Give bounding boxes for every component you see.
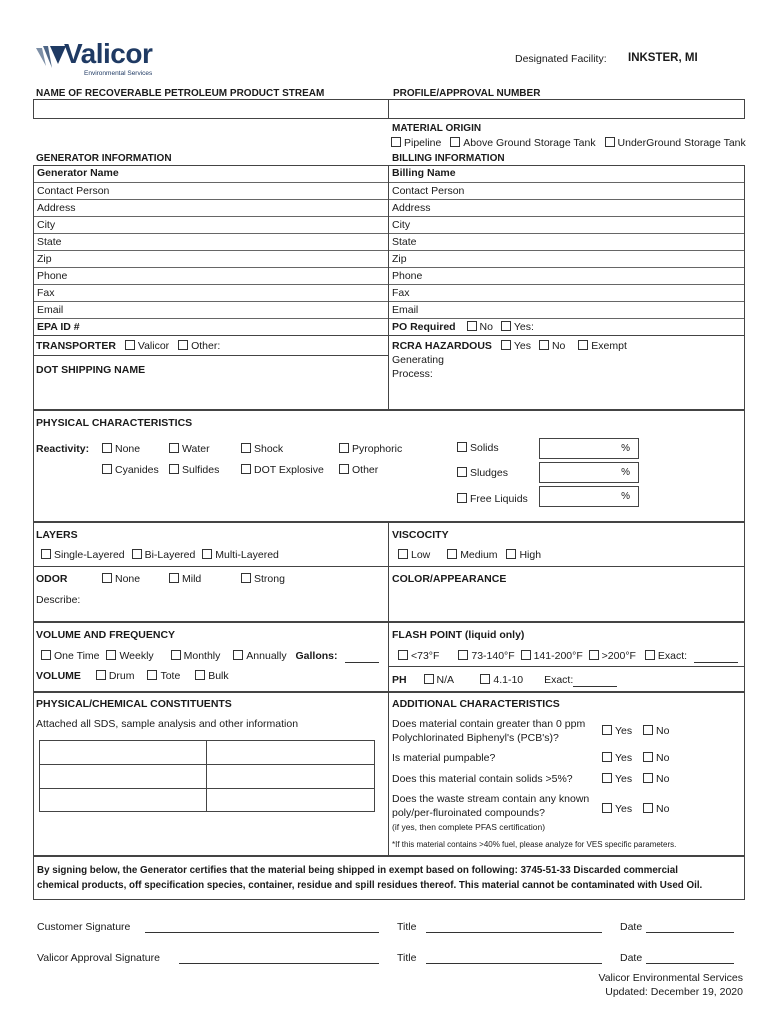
odor-mild-checkbox[interactable]: Mild [169, 573, 201, 585]
single-layered-checkbox[interactable]: Single-Layered [41, 549, 125, 561]
billing-name-field[interactable]: Billing Name [392, 167, 456, 179]
container-row: VOLUME Drum Tote Bulk [36, 670, 229, 682]
dot-shipping-field[interactable] [34, 376, 387, 408]
reactivity-water-checkbox[interactable]: Water [169, 443, 210, 455]
billing-contact-field[interactable]: Contact Person [389, 182, 744, 199]
flash-73-140-checkbox[interactable]: 73-140°F [458, 650, 514, 662]
customer-title-label: Title [397, 921, 417, 933]
additional-characteristics-title: ADDITIONAL CHARACTERISTICS [392, 698, 560, 710]
generator-rows [34, 165, 388, 335]
approval-date-field[interactable] [646, 963, 734, 964]
rcra-row: RCRA HAZARDOUS Yes No Exempt [392, 340, 627, 352]
freq-weekly-checkbox[interactable]: Weekly [106, 650, 153, 662]
constituent-cell[interactable] [207, 741, 374, 763]
bi-layered-checkbox[interactable]: Bi-Layered [132, 549, 196, 561]
constituent-cell[interactable] [40, 741, 205, 763]
customer-signature-label: Customer Signature [37, 921, 131, 933]
constituent-cell[interactable] [207, 765, 374, 787]
pcb-yes-checkbox[interactable]: Yes [602, 725, 632, 737]
billing-zip-field[interactable]: Zip [389, 250, 744, 267]
certification-line1: By signing below, the Generator certifies that the material being shipped in exempt based on following: 3745-51-33 Discarded commercial [37, 865, 678, 876]
generator-email-field[interactable]: Email [34, 301, 388, 318]
origin-above-ground-checkbox[interactable]: Above Ground Storage Tank [450, 137, 595, 149]
rcra-no-checkbox[interactable]: No [539, 340, 565, 352]
generator-info-title: GENERATOR INFORMATION [36, 153, 172, 164]
ph-row: PH N/A 4.1-10 Exact: [392, 674, 574, 686]
footer-updated: Updated: December 19, 2020 [605, 986, 743, 998]
generator-state-field[interactable]: State [34, 233, 388, 250]
viscosity-high-checkbox[interactable]: High [506, 549, 541, 561]
reactivity-other-checkbox[interactable]: Other [339, 464, 378, 476]
generator-fax-field[interactable]: Fax [34, 284, 388, 301]
pfas-note: (if yes, then complete PFAS certification) [392, 822, 546, 832]
pfas-question-line2: poly/per-fluroinated compounds? [392, 807, 545, 819]
approval-title-label: Title [397, 952, 417, 964]
billing-address-field[interactable]: Address [389, 199, 744, 216]
ph-range-checkbox[interactable]: 4.1-10 [480, 674, 523, 686]
generator-name-field[interactable]: Generator Name [37, 167, 119, 179]
viscosity-low-checkbox[interactable]: Low [398, 549, 430, 561]
constituent-cell[interactable] [40, 789, 205, 811]
flash-141-200-checkbox[interactable]: 141-200°F [521, 650, 583, 662]
viscosity-options [398, 549, 541, 561]
volume-frequency-title: VOLUME AND FREQUENCY [36, 629, 176, 641]
generator-city-field[interactable]: City [34, 216, 388, 233]
solids-checkbox[interactable]: Solids [457, 442, 499, 454]
multi-layered-checkbox[interactable]: Multi-Layered [202, 549, 279, 561]
solids-no-checkbox[interactable]: No [643, 773, 669, 785]
certification-box [33, 856, 745, 900]
sludges-percent-field[interactable]: % [539, 462, 639, 483]
generator-address-field[interactable]: Address [34, 199, 388, 216]
generator-phone-field[interactable]: Phone [34, 267, 388, 284]
fuel-footnote: *If this material contains >40% fuel, please analyze for VES specific parameters. [392, 840, 677, 849]
billing-city-field[interactable]: City [389, 216, 744, 233]
freq-one-time-checkbox[interactable]: One Time [41, 650, 100, 662]
footer-company: Valicor Environmental Services [598, 972, 743, 984]
profile-number-field[interactable] [389, 100, 744, 118]
certification-line2: chemical products, off specification species, container, residue and spill residues thereof. This material cannot be contaminated with Used Oil. [37, 880, 703, 891]
facility-value: INKSTER, MI [628, 52, 698, 64]
material-origin-label: MATERIAL ORIGIN [392, 123, 482, 134]
flash-gt200-checkbox[interactable]: >200°F [589, 650, 636, 662]
constituent-cell[interactable] [207, 789, 374, 811]
profile-number-label: PROFILE/APPROVAL NUMBER [393, 88, 541, 99]
reactivity-sulfides-checkbox[interactable]: Sulfides [169, 464, 219, 476]
approval-signature-field[interactable] [179, 963, 379, 964]
container-tote-checkbox[interactable]: Tote [147, 670, 180, 682]
pcb-no-checkbox[interactable]: No [643, 725, 669, 737]
solids-question: Does this material contain solids >5%? [392, 773, 573, 785]
pcb-question-line1: Does material contain greater than 0 ppm [392, 718, 586, 730]
freq-annually-checkbox[interactable]: Annually [233, 650, 286, 662]
container-bulk-checkbox[interactable]: Bulk [195, 670, 228, 682]
solids-yes-checkbox[interactable]: Yes [602, 773, 632, 785]
rcra-yes-checkbox[interactable]: Yes [501, 340, 531, 352]
reactivity-dot-explosive-checkbox[interactable]: DOT Explosive [241, 464, 324, 476]
generating-process-field[interactable] [440, 365, 740, 405]
reactivity-pyrophoric-checkbox[interactable]: Pyrophoric [339, 443, 402, 455]
flash-exact-checkbox[interactable]: Exact: [645, 650, 687, 662]
transporter-row: TRANSPORTER Valicor Other: [36, 340, 221, 352]
constituents-note: Attached all SDS, sample analysis and other information [36, 718, 299, 730]
stream-name-label: NAME OF RECOVERABLE PETROLEUM PRODUCT STREAM [36, 88, 325, 99]
constituent-cell[interactable] [40, 765, 205, 787]
free-liquids-checkbox[interactable]: Free Liquids [457, 493, 528, 505]
billing-fax-field[interactable]: Fax [389, 284, 744, 301]
facility-label: Designated Facility: [515, 53, 607, 65]
customer-title-field[interactable] [426, 932, 602, 933]
pcb-question-line2: Polychlorinated Biphenyl's (PCB's)? [392, 732, 559, 744]
material-origin-options [391, 137, 746, 149]
brand-name: Valicor [64, 38, 153, 69]
viscosity-title: VISCOCITY [392, 529, 449, 541]
color-appearance-field[interactable] [392, 588, 740, 618]
reactivity-cyanides-checkbox[interactable]: Cyanides [102, 464, 159, 476]
odor-describe-field[interactable] [90, 590, 380, 614]
customer-signature-field[interactable] [145, 932, 379, 933]
odor-none-checkbox[interactable]: None [102, 573, 140, 585]
billing-state-field[interactable]: State [389, 233, 744, 250]
odor-describe-label: Describe: [36, 594, 81, 606]
color-appearance-title: COLOR/APPEARANCE [392, 573, 507, 585]
solids-percent-field[interactable]: % [539, 438, 639, 459]
layers-options [41, 549, 279, 561]
constituents-title: PHYSICAL/CHEMICAL CONSTITUENTS [36, 698, 232, 710]
ph-exact-field[interactable] [573, 686, 617, 687]
customer-date-label: Date [620, 921, 643, 933]
pumpable-question: Is material pumpable? [392, 752, 496, 764]
pfas-yes-checkbox[interactable]: Yes [602, 803, 632, 815]
po-yes-checkbox[interactable]: Yes: [501, 321, 534, 333]
odor-title: ODOR [36, 573, 68, 585]
po-no-checkbox[interactable]: No [467, 321, 493, 333]
customer-date-field[interactable] [646, 932, 734, 933]
generator-epa-id-field[interactable]: EPA ID # [34, 318, 388, 335]
flash-point-options [398, 650, 687, 662]
reactivity-none-checkbox[interactable]: None [102, 443, 140, 455]
sludges-checkbox[interactable]: Sludges [457, 467, 508, 479]
reactivity-shock-checkbox[interactable]: Shock [241, 443, 283, 455]
origin-pipeline-checkbox[interactable]: Pipeline [391, 137, 441, 149]
gallons-label: Gallons: [295, 650, 338, 662]
billing-info-title: BILLING INFORMATION [392, 153, 505, 164]
stream-name-field[interactable] [34, 100, 387, 118]
origin-underground-checkbox[interactable]: UnderGround Storage Tank [605, 137, 746, 149]
brand-subtitle: Environmental Services [84, 70, 153, 77]
pumpable-no-checkbox[interactable]: No [643, 752, 669, 764]
generator-contact-field[interactable]: Contact Person [34, 182, 388, 199]
logo [34, 40, 174, 80]
viscosity-medium-checkbox[interactable]: Medium [447, 549, 497, 561]
flash-point-title: FLASH POINT (liquid only) [392, 629, 525, 641]
ph-exact-label: Exact: [544, 674, 574, 686]
generator-zip-field[interactable]: Zip [34, 250, 388, 267]
pfas-no-checkbox[interactable]: No [643, 803, 669, 815]
layers-title: LAYERS [36, 529, 78, 541]
reactivity-label: Reactivity: [36, 443, 90, 455]
po-required-row: PO Required No Yes: [389, 318, 744, 335]
ph-na-checkbox[interactable]: N/A [424, 674, 454, 686]
billing-email-field[interactable]: Email [389, 301, 744, 318]
approval-title-field[interactable] [426, 963, 602, 964]
free-liquids-percent-field[interactable]: % [539, 486, 639, 507]
gallons-field[interactable] [345, 662, 379, 663]
dot-shipping-label: DOT SHIPPING NAME [36, 364, 146, 376]
rcra-exempt-checkbox[interactable]: Exempt [578, 340, 627, 352]
transporter-other-checkbox[interactable]: Other: [178, 340, 220, 352]
freq-monthly-checkbox[interactable]: Monthly [171, 650, 221, 662]
approval-signature-label: Valicor Approval Signature [37, 952, 160, 964]
logo-mark-icon [34, 44, 68, 70]
process-label: Process: [392, 368, 433, 380]
physical-characteristics-title: PHYSICAL CHARACTERISTICS [36, 417, 193, 429]
frequency-options [41, 650, 338, 662]
flash-lt73-checkbox[interactable]: <73°F [398, 650, 439, 662]
pumpable-yes-checkbox[interactable]: Yes [602, 752, 632, 764]
flash-exact-field[interactable] [694, 662, 738, 663]
billing-phone-field[interactable]: Phone [389, 267, 744, 284]
generating-label: Generating [392, 354, 444, 366]
billing-rows [389, 165, 744, 335]
transporter-valicor-checkbox[interactable]: Valicor [125, 340, 169, 352]
container-drum-checkbox[interactable]: Drum [96, 670, 135, 682]
approval-date-label: Date [620, 952, 643, 964]
pfas-question-line1: Does the waste stream contain any known [392, 793, 590, 805]
odor-strong-checkbox[interactable]: Strong [241, 573, 285, 585]
